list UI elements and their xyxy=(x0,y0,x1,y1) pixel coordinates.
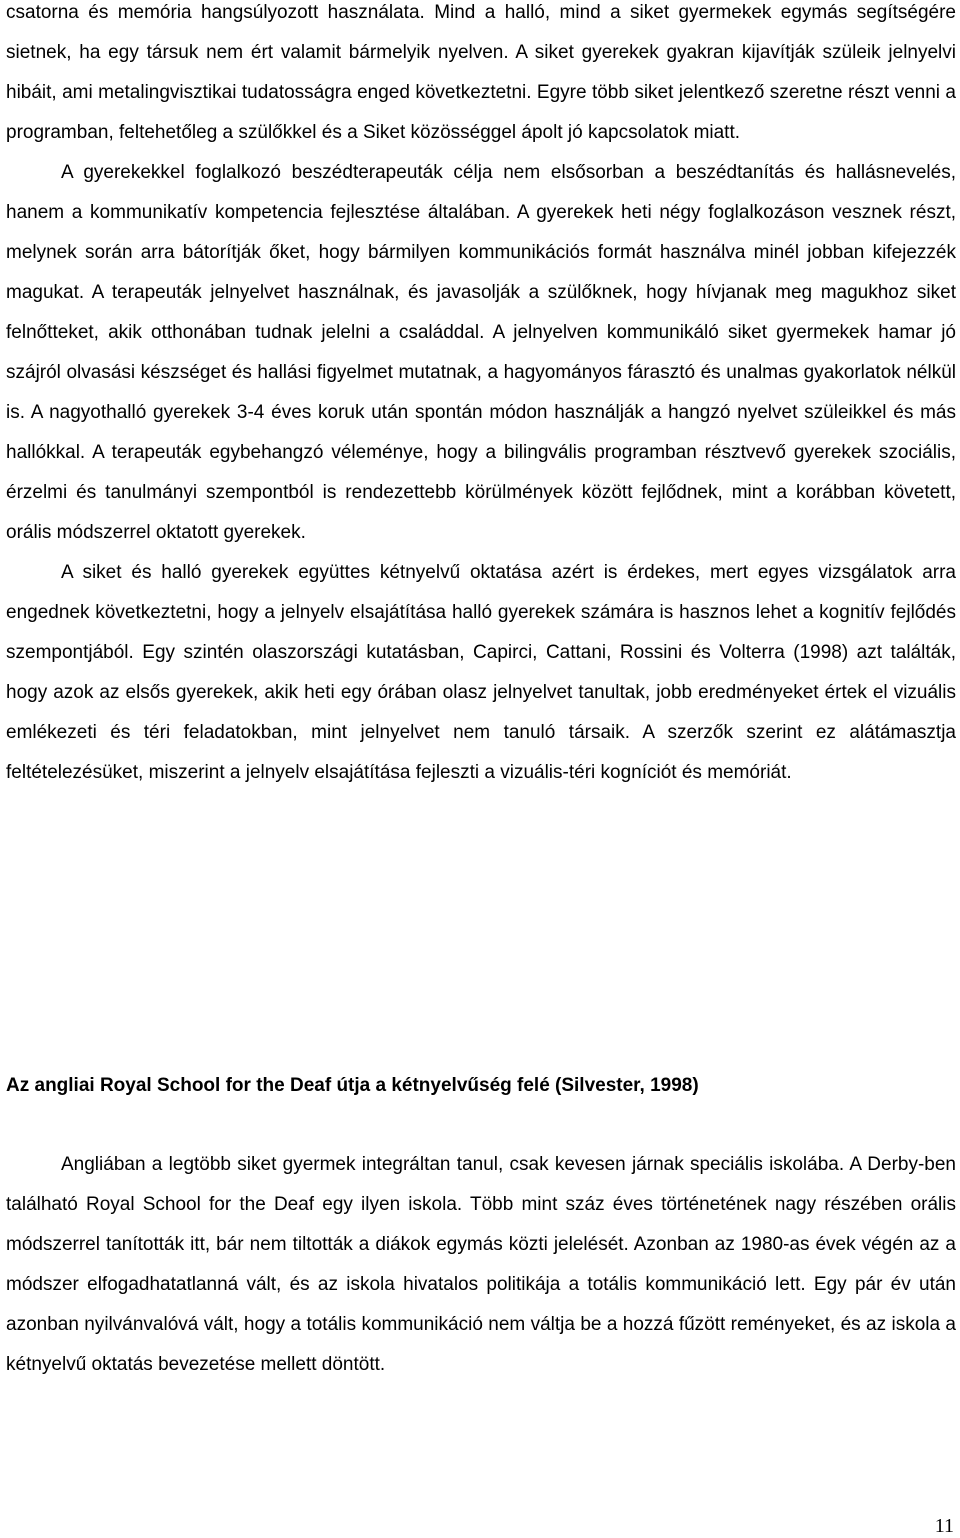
page-number: 11 xyxy=(934,1515,954,1537)
paragraph-3: A siket és halló gyerekek együttes kétnyelvű oktatása azért is érdekes, mert egyes vizsgálatok arra engednek következtetni, hogy a jelnyelv elsajátítása halló gyerekek számára is hasznos lehet a kognitív fejlődés szempontjából. Egy szintén olaszországi kutatásban, Capirci, Cattani, Rossini és Volterra (1998) azt találták, hogy azok az elsős gyerekek, akik heti egy órában olasz jelnyelvet tanultak, jobb eredményeket értek el vizuális emlékezeti és téri feladatokban, mint jelnyelvet nem tanuló társaik. A szerzők szerint ez alátámasztja feltételezésüket, miszerint a jelnyelv elsajátítása fejleszti a vizuális-téri kogníciót és memóriát. xyxy=(6,562,956,783)
body-text-bottom xyxy=(6,1145,956,1385)
paragraph-2: A gyerekekkel foglalkozó beszédterapeuták célja nem elsősorban a beszédtanítás és hallásnevelés, hanem a kommunikatív kompetencia fejlesztése általában. A gyerekek heti négy foglalkozáson vesznek részt, melynek során arra bátorítják őket, hogy bármilyen kommunikációs formát használva minél jobban kifejezzék magukat. A terapeuták jelnyelvet használnak, és javasolják a szülőknek, hogy hívjanak meg magukhoz siket felnőtteket, akik otthonában tudnak jelelni a családdal. A jelnyelven kommunikáló siket gyermekek hamar jó szájról olvasási készséget és hallási figyelmet mutatnak, a hagyományos fárasztó és unalmas gyakorlatok nélkül is. A nagyothalló gyerekek 3-4 éves koruk után spontán módon használják a hangzó nyelvet szüleikkel és más hallókkal. A terapeuták egybehangzó véleménye, hogy a bilingvális programban résztvevő gyerekek szociális, érzelmi és tanulmányi szempontból is rendezettebb körülmények között fejlődnek, mint a korábban követett, orális módszerrel oktatott gyerekek. xyxy=(6,162,956,543)
section-heading: Az angliai Royal School for the Deaf útja a kétnyelvűség felé (Silvester, 1998) xyxy=(6,1075,699,1096)
paragraph-4: Angliában a legtöbb siket gyermek integráltan tanul, csak kevesen járnak speciális iskolába. A Derby-ben található Royal School for the Deaf egy ilyen iskola. Több mint száz éves történetének nagy részében orális módszerrel tanították itt, bár nem tiltották a diákok egymás közti jelelését. Azonban az 1980-as évek végén az a módszer elfogadhatatlanná vált, és az iskola hivatalos politikája a totális kommunikáció lett. Egy pár év után azonban nyilvánvalóvá vált, hogy a totális kommunikáció nem váltja be a hozzá fűzött reményeket, és az iskola a kétnyelvű oktatás bevezetése mellett döntött. xyxy=(6,1154,956,1375)
paragraph-1: csatorna és memória hangsúlyozott használata. Mind a halló, mind a siket gyermekek egymás segítségére sietnek, ha egy társuk nem ért valamit bármelyik nyelven. A siket gyerekek gyakran kijavítják szüleik jelnyelvi hibáit, ami metalingvisztikai tudatosságra enged következtetni. Egyre több siket jelentkező szeretne részt venni a programban, feltehetőleg a szülőkkel és a Siket közösséggel ápolt jó kapcsolatok miatt. xyxy=(6,2,956,143)
body-text-top xyxy=(6,0,956,793)
